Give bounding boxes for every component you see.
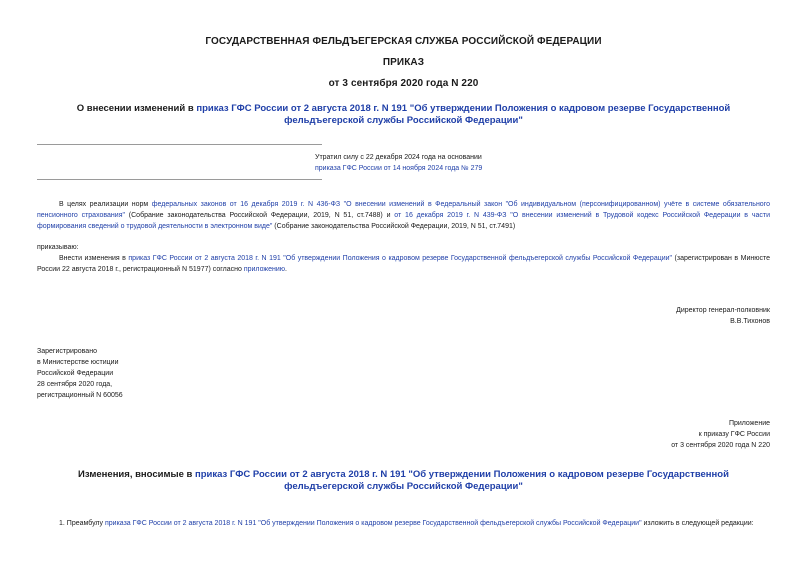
- preamble-paragraph: [37, 199, 770, 232]
- appendix-ref-line-3: от 3 сентября 2020 года N 220: [671, 442, 770, 449]
- registration-block: [37, 346, 123, 401]
- registration-line-2: в Министерстве юстиции: [37, 359, 119, 366]
- appendix-ref-block: [671, 418, 770, 451]
- title-prefix: О внесении изменений в: [76, 103, 197, 114]
- changes-title-link[interactable]: приказ ГФС России от 2 августа 2018 г. N 191 "Об утверждении Положения о кадровом резерве Государственной фельдъегерской службы Российской Федерации": [195, 469, 729, 492]
- item-1-text-b: изложить в следующей редакции:: [641, 520, 754, 527]
- registration-line-4: 28 сентября 2020 года,: [37, 381, 113, 388]
- preamble-text-b: (Собрание законодательства Российской Федерации, 2019, N 51, ст.7488) и: [124, 212, 395, 219]
- order-text-b: (зарегистрирован в Минюсте России 22 августа 2018 г., регистрационный N 51977) согласно: [37, 255, 770, 273]
- signature-name: В.В.Тихонов: [730, 318, 770, 325]
- appendix-link[interactable]: приложению: [243, 266, 286, 273]
- signature-position: Директор генерал-полковник: [676, 307, 770, 314]
- signature-block: [676, 305, 770, 327]
- separator-rule-bottom: [37, 179, 322, 180]
- registration-line-3: Российской Федерации: [37, 370, 114, 377]
- item-1-link[interactable]: приказа ГФС России от 2 августа 2018 г. N 191 "Об утверждении Положения о кадровом резерве Государственной фельдъегерской службы Российской Федерации": [104, 520, 642, 527]
- document-title: [40, 103, 767, 127]
- law-439-link[interactable]: от 16 декабря 2019 г. N 439-ФЗ "О внесении изменений в Трудовой кодекс Российской Федерации в части формирования сведений о трудовой деятельности в электронном виде": [37, 212, 770, 230]
- appendix-ref-line-2: к приказу ГФС России: [698, 431, 770, 438]
- preamble-text-a: В целях реализации норм: [59, 201, 152, 208]
- status-note-text: Утратил силу с 22 декабря 2024 года на основании: [315, 154, 482, 161]
- preamble-text-c: (Собрание законодательства Российской Федерации, 2019, N 51, ст.7491): [272, 223, 516, 230]
- agency-heading: ГОСУДАРСТВЕННАЯ ФЕЛЬДЪЕГЕРСКАЯ СЛУЖБА РОССИЙСКОЙ ФЕДЕРАЦИИ: [205, 36, 602, 47]
- order-191-link[interactable]: приказ ГФС России от 2 августа 2018 г. N 191 "Об утверждении Положения о кадровом резерве Государственной фельдъегерской службы Российской Федерации": [128, 255, 673, 262]
- appendix-ref-line-1: Приложение: [728, 420, 770, 427]
- doc-date-number: от 3 сентября 2020 года N 220: [328, 78, 479, 89]
- item-1-paragraph: [59, 518, 754, 529]
- order-word: приказываю:: [37, 244, 79, 251]
- registration-line-1: Зарегистрировано: [37, 348, 97, 355]
- status-note-link[interactable]: приказа ГФС России от 14 ноября 2024 года № 279: [315, 165, 483, 172]
- registration-line-5: регистрационный N 60056: [37, 392, 123, 399]
- order-text-c: .: [285, 266, 287, 273]
- changes-title-prefix: Изменения, вносимые в: [78, 469, 196, 480]
- order-text-a: Внести изменения в: [59, 255, 129, 262]
- separator-rule-top: [37, 144, 322, 145]
- order-paragraph: [37, 253, 770, 275]
- item-1-text-a: 1. Преамбулу: [59, 520, 105, 527]
- law-436-link[interactable]: федеральных законов от 16 декабря 2019 г. N 436-ФЗ "О внесении изменений в Федеральный закон "Об индивидуальном (персонифицированном) учёте в системе обязательного пенсионного страхования": [37, 201, 770, 219]
- title-link[interactable]: приказ ГФС России от 2 августа 2018 г. N 191 "Об утверждении Положения о кадровом резерве Государственной фельдъегерской службы Российской Федерации": [196, 103, 731, 126]
- doc-type-heading: ПРИКАЗ: [382, 57, 425, 68]
- changes-title: [40, 469, 767, 493]
